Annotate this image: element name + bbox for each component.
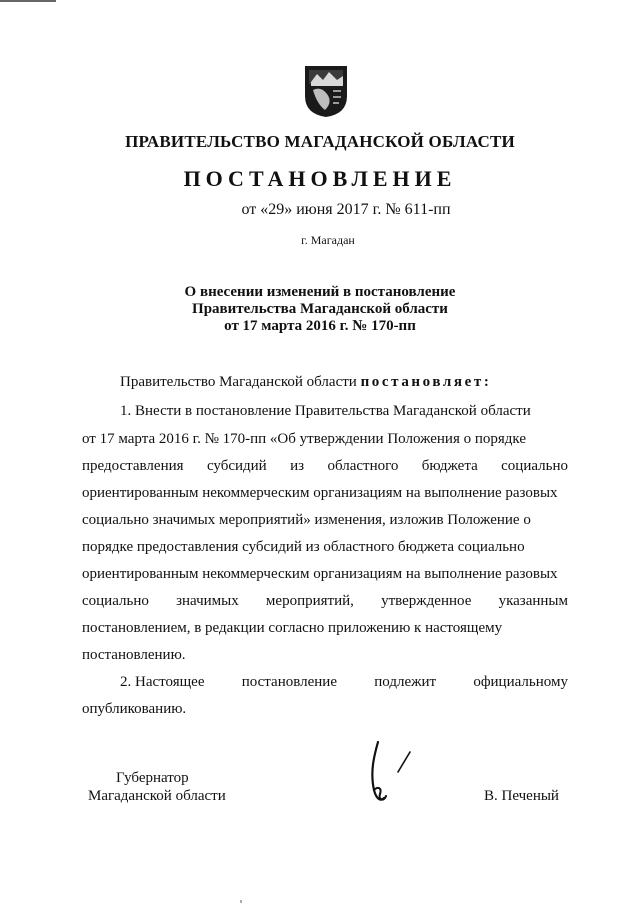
signatory-name: В. Печеный bbox=[484, 788, 559, 804]
scan-artifact bbox=[240, 900, 242, 903]
word: указанным bbox=[498, 593, 568, 609]
word: мероприятий, bbox=[265, 593, 354, 609]
word: значимых bbox=[176, 593, 239, 609]
subject-line: О внесении изменений в постановление bbox=[184, 284, 456, 300]
text-run: 1. Внести в постановление Правительства Магаданской области bbox=[120, 403, 531, 419]
intro-prefix: Правительство Магаданской области bbox=[120, 374, 357, 390]
paragraph-1-line-9: постановлением, в редакции согласно приложению к настоящему bbox=[82, 620, 503, 636]
paragraph-1-line-4: ориентированным некоммерческим организациям на выполнение разовых bbox=[82, 485, 558, 501]
intro-verb: постановляет: bbox=[360, 374, 492, 390]
word: официальному bbox=[473, 674, 568, 690]
paragraph-1-line-5: социально значимых мероприятий» изменения, изложив Положение о bbox=[82, 512, 531, 528]
document-city: г. Магадан bbox=[301, 233, 355, 247]
subject-line: от 17 марта 2016 г. № 170-пп bbox=[224, 318, 416, 334]
coat-of-arms-emblem bbox=[303, 64, 349, 118]
word: постановление bbox=[241, 674, 337, 690]
paragraph-1-line-8 bbox=[82, 593, 568, 610]
document-type-title: ПОСТАНОВЛЕНИЕ bbox=[183, 166, 457, 191]
paragraph-2-line-2: опубликованию. bbox=[82, 701, 187, 717]
word: социально bbox=[501, 458, 568, 474]
document-date-number: от «29» июня 2017 г. № 611-пп bbox=[241, 201, 451, 218]
word: 2. Настоящее bbox=[120, 674, 205, 690]
handwritten-signature bbox=[364, 738, 424, 808]
paragraph-1-line-7: ориентированным некоммерческим организациям на выполнение разовых bbox=[82, 566, 558, 582]
word: социально bbox=[82, 593, 149, 609]
word: из bbox=[290, 458, 305, 474]
government-title: ПРАВИТЕЛЬСТВО МАГАДАНСКОЙ ОБЛАСТИ bbox=[125, 132, 515, 151]
word: подлежит bbox=[374, 674, 437, 690]
word: предоставления bbox=[82, 458, 184, 474]
word: утвержденное bbox=[381, 593, 472, 609]
word: бюджета bbox=[421, 458, 478, 474]
paragraph-1-line-3 bbox=[82, 458, 568, 475]
word: субсидий bbox=[206, 458, 267, 474]
word: областного bbox=[327, 458, 399, 474]
scan-corner-mark bbox=[0, 0, 56, 2]
paragraph-2-line-1 bbox=[120, 674, 568, 691]
intro-line bbox=[120, 374, 491, 391]
signatory-position-line-1: Губернатор bbox=[116, 770, 189, 786]
document-subject bbox=[0, 284, 640, 335]
signatory-position-line-2: Магаданской области bbox=[88, 788, 226, 804]
paragraph-1-line-6: порядке предоставления субсидий из областного бюджета социально bbox=[82, 539, 525, 555]
paragraph-1-line-1 bbox=[120, 403, 568, 420]
paragraph-1-line-2: от 17 марта 2016 г. № 170-пп «Об утверждении Положения о порядке bbox=[82, 431, 526, 447]
paragraph-1-line-10: постановлению. bbox=[82, 647, 186, 663]
subject-line: Правительства Магаданской области bbox=[192, 301, 448, 317]
